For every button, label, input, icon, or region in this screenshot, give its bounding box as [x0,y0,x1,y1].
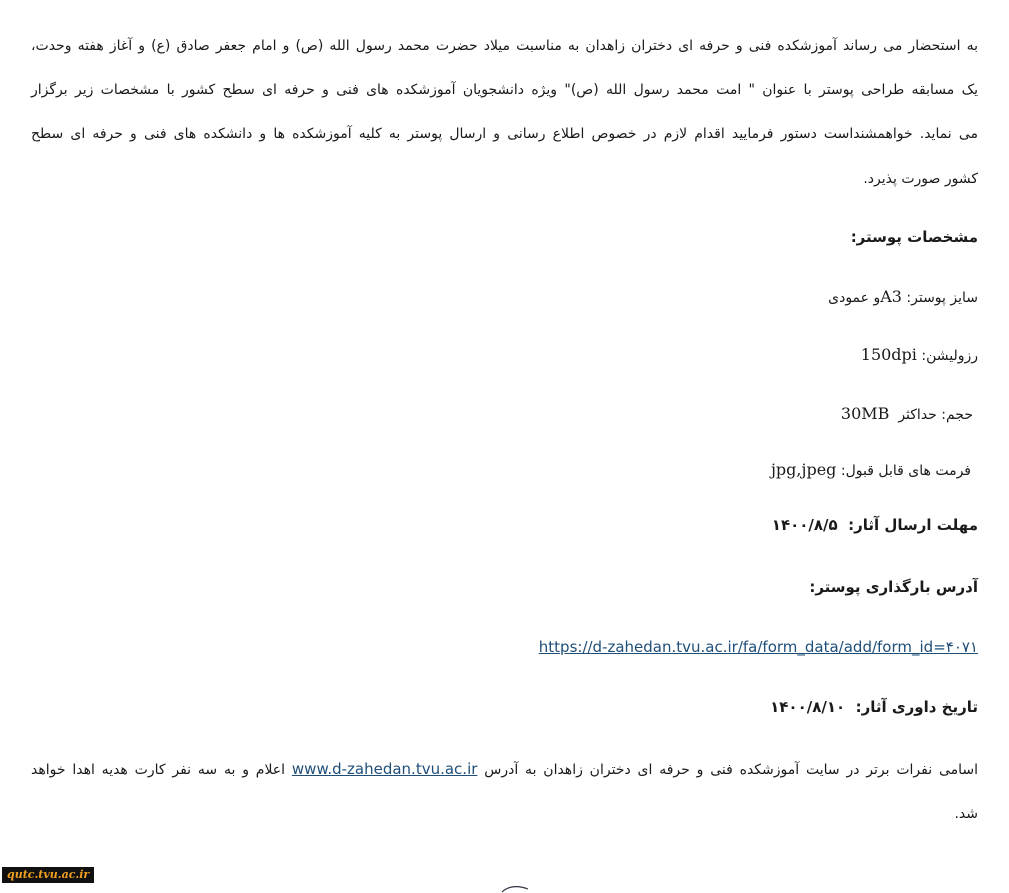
deadline [31,515,978,535]
spec-volume [31,404,973,425]
upload-heading: آدرس بارگذاری پوستر: [809,578,978,596]
intro-line-4: کشور صورت پذیرد. [863,171,978,187]
spec-format [31,460,971,481]
spec-format-label: فرمت های قابل قبول: [840,463,971,479]
intro-line-3: می نماید. خواهمشنداست دستور فرمایید اقدام لازم در خصوص اطلاع رسانی و ارسال پوستر به کلیه آموزشکده ها و دانشکده های فنی و حرفه ای سطح [31,126,978,142]
spec-resolution-value: 150dpi [860,345,917,364]
watermark-badge: qutc.tvu.ac.ir [2,867,94,883]
specs-heading: مشخصات پوستر: [850,228,978,246]
spec-format-value: jpg,jpeg [770,460,837,479]
spec-resolution-label: رزولیشن: [921,348,978,364]
judging [31,697,978,717]
closing-part-2: اعلام و به سه نفر کارت هدیه اهدا خواهد [31,762,286,778]
deadline-label: مهلت ارسال آثار: [848,516,978,534]
upload-link[interactable]: https://d-zahedan.tvu.ac.ir/fa/form_data/add/form_id=۴۰۷۱ [538,638,978,656]
closing-line-2: شد. [954,806,978,822]
intro-line-1: به استحضار می رساند آموزشکده فنی و حرفه ای دختران زاهدان به مناسبت میلاد حضرت محمد رسول الله (ص) و امام جعفر صادق (ع) و آغاز هفته وحدت، [31,38,978,54]
intro-line-2: یک مسابقه طراحی پوستر با عنوان " امت محمد رسول الله (ص)" ویژه دانشجویان آموزشکده های فنی و حرفه ای سطح کشور با مشخصات زیر برگزار [31,82,978,98]
closing-line-1 [31,759,978,780]
closing-part-1: اسامی نفرات برتر در سایت آموزشکده فنی و حرفه ای دختران زاهدان به آدرس [484,762,979,778]
deadline-value: ۱۴۰۰/۸/۵ [771,516,838,534]
judging-value: ۱۴۰۰/۸/۱۰ [770,698,846,716]
spec-volume-value: 30MB [840,404,890,423]
spec-size-label: سایز پوستر: [906,290,978,306]
spec-size-value: A3 [880,287,902,306]
spec-size [31,287,978,308]
closing-site-link[interactable]: www.d-zahedan.tvu.ac.ir [291,760,478,778]
scribble-mark [500,885,530,893]
upload-link-line [31,637,978,658]
spec-size-suffix: و عمودی [828,290,881,306]
judging-label: تاریخ داوری آثار: [855,698,978,716]
spec-resolution [31,345,978,366]
spec-volume-label: حجم: حداکثر [898,407,973,423]
